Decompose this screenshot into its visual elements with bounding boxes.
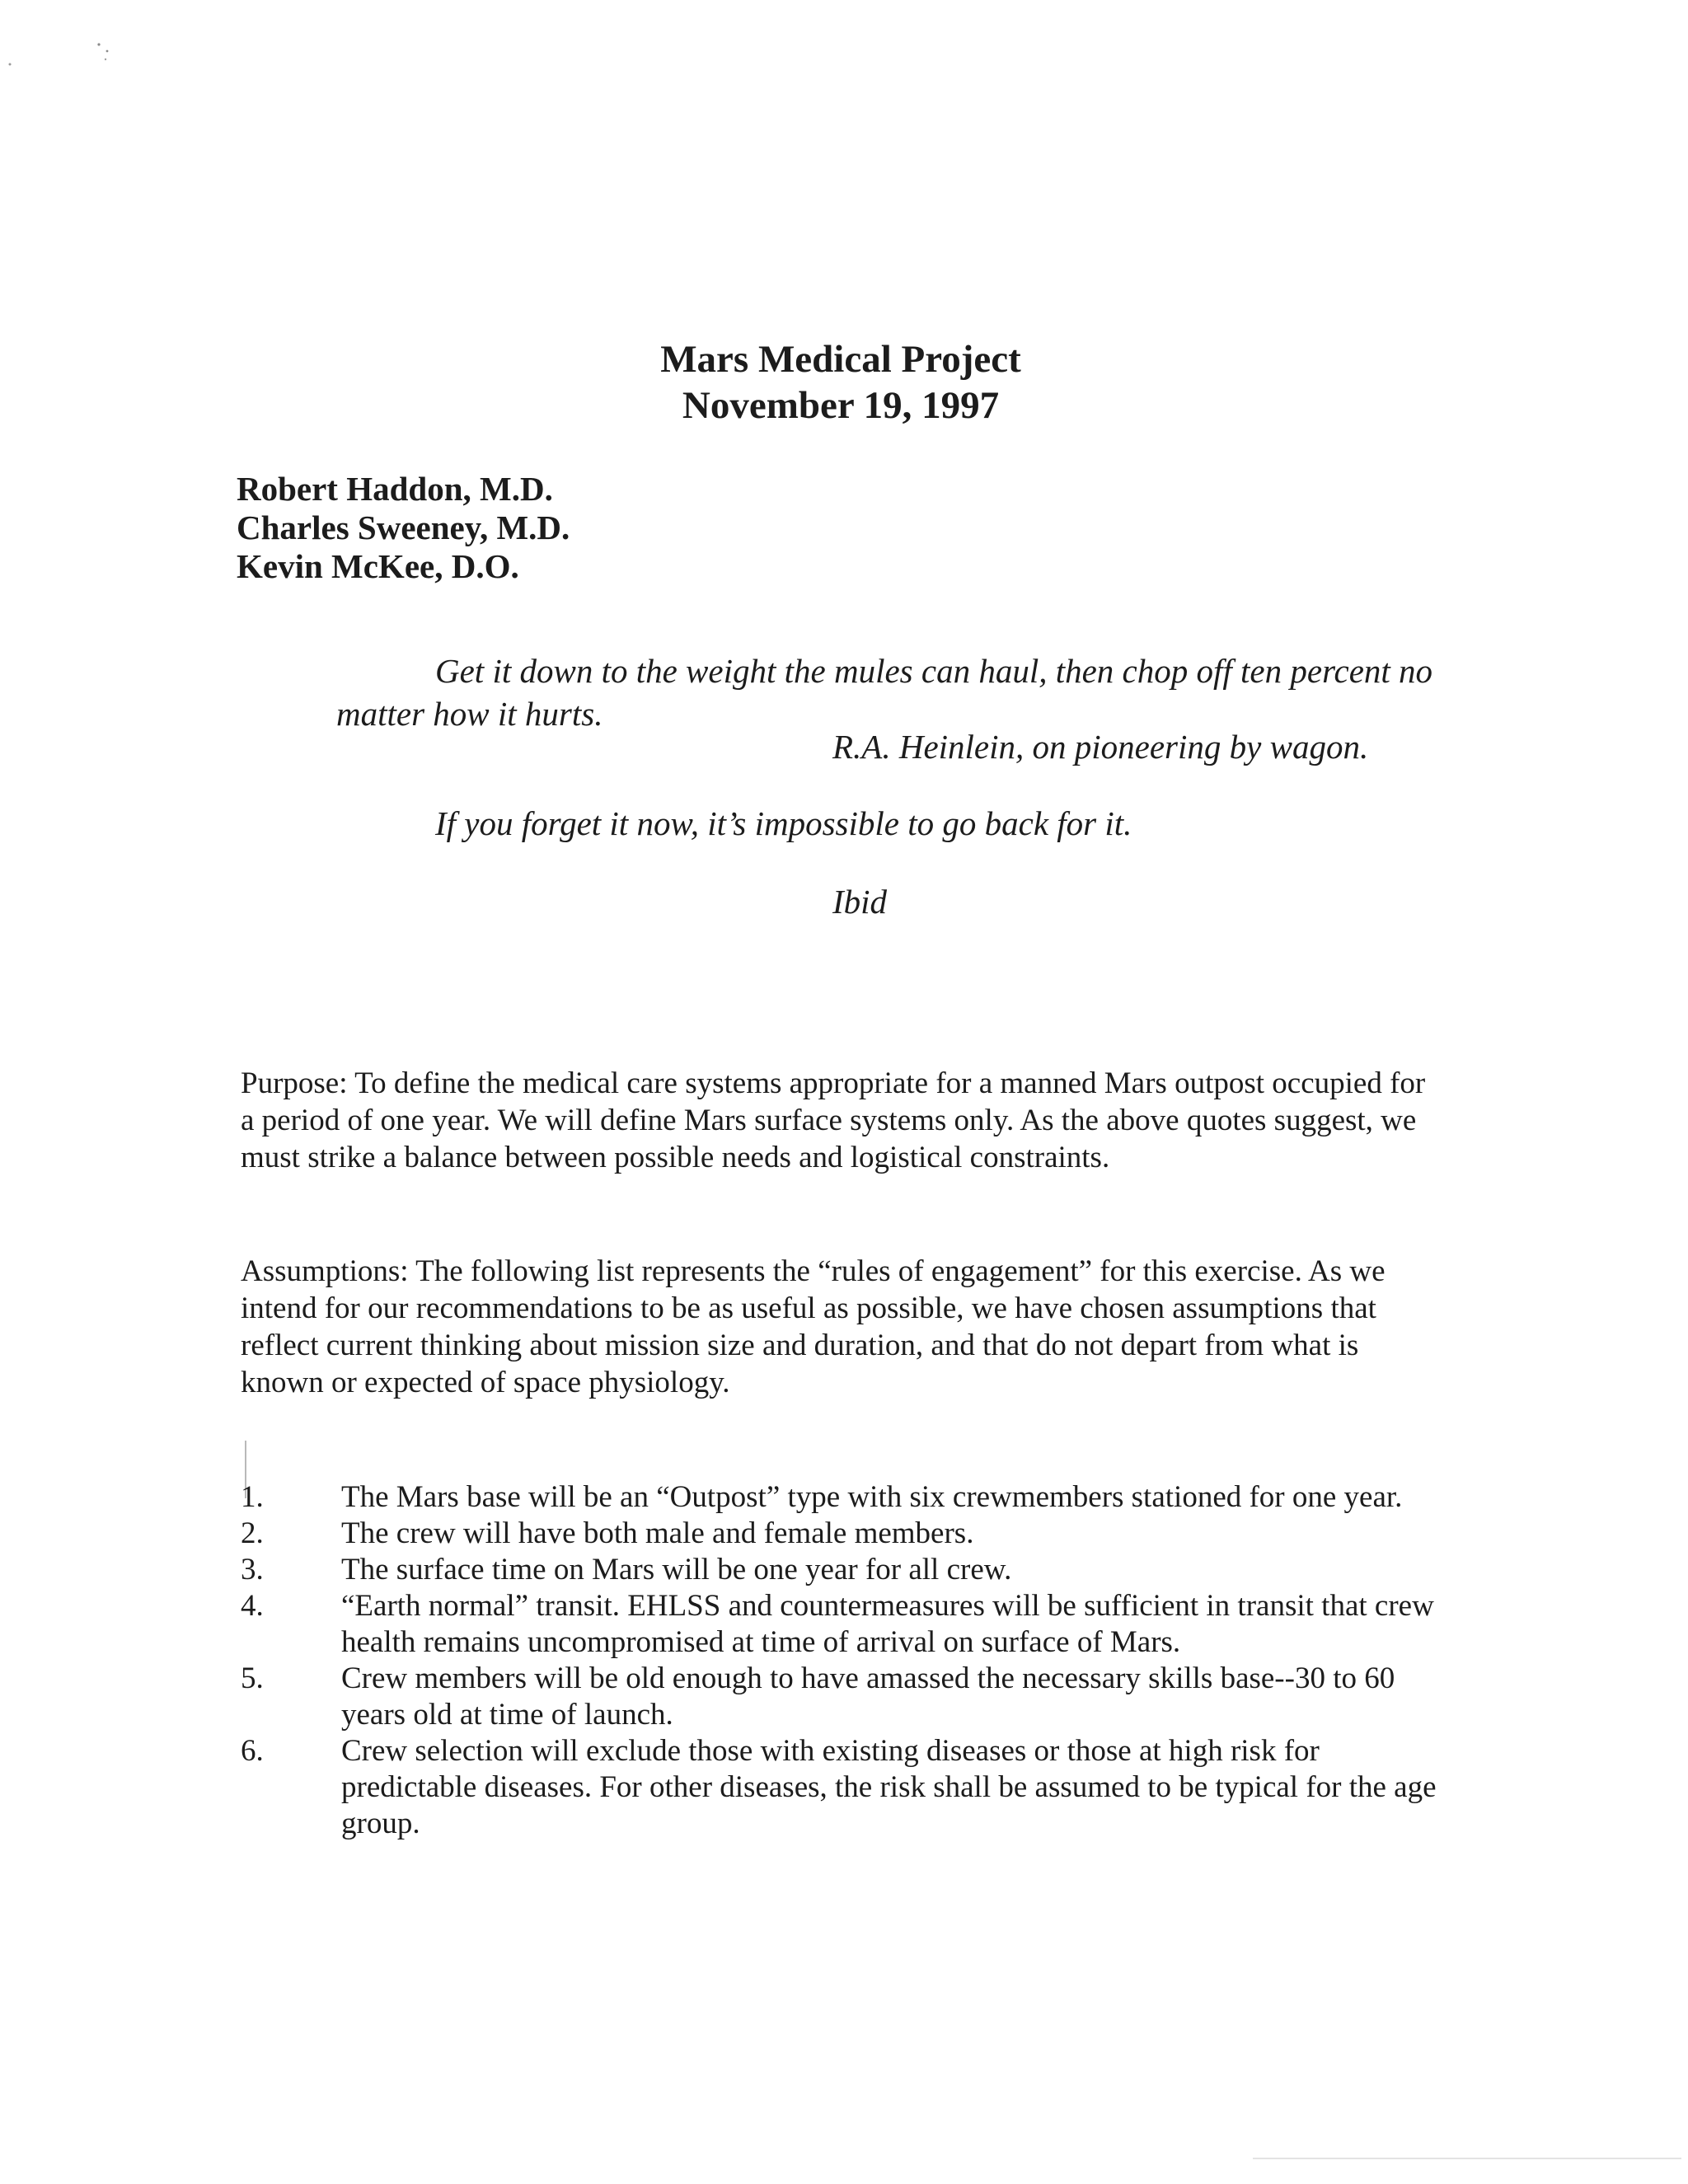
- assumptions-list: [241, 1479, 1452, 1842]
- scan-edge-line: [1253, 2158, 1681, 2159]
- purpose-paragraph: Purpose: To define the medical care systems appropriate for a manned Mars outpost occupied for a period of one year. We will define Mars surface systems only. As the above quotes suggest, we must strike a balance between possible needs and logistical constraints.: [241, 1066, 1426, 1174]
- document-title: Mars Medical Project: [660, 338, 1021, 381]
- list-text: The Mars base will be an “Outpost” type with six crewmembers stationed for one year.: [341, 1480, 1403, 1514]
- title-block: [0, 336, 1688, 429]
- list-number: 2.: [241, 1516, 264, 1550]
- author-name: Kevin McKee, D.O.: [237, 547, 519, 585]
- list-text: Crew selection will exclude those with existing diseases or those at high risk for predictable diseases. For other diseases, the risk shall be assumed to be typical for the age group.: [341, 1734, 1437, 1840]
- list-text: “Earth normal” transit. EHLSS and countermeasures will be sufficient in transit that crew health remains uncompromised at time of arrival on surface of Mars.: [341, 1589, 1434, 1659]
- quote-2-text: If you forget it now, it’s impossible to go back for it.: [435, 804, 1132, 842]
- author-name: Charles Sweeney, M.D.: [237, 509, 570, 546]
- list-number: 3.: [241, 1553, 264, 1586]
- list-number: 5.: [241, 1661, 264, 1695]
- author-name: Robert Haddon, M.D.: [237, 470, 553, 508]
- list-item: [241, 1552, 1452, 1588]
- author-list: [237, 470, 570, 586]
- list-number: 6.: [241, 1734, 264, 1768]
- list-item: [241, 1733, 1452, 1842]
- list-text: The surface time on Mars will be one year for all crew.: [341, 1553, 1012, 1586]
- quote-1-line-1: Get it down to the weight the mules can haul, then chop off ten percent no: [435, 652, 1433, 690]
- quote-1-line-2: matter how it hurts.: [336, 695, 603, 733]
- document-date: November 19, 1997: [682, 384, 1000, 427]
- assumptions-paragraph: Assumptions: The following list represents the “rules of engagement” for this exercise. As we intend for our recommendations to be as useful as possible, we have chosen assumptions that reflect current thinking about mission size and duration, and that do not depart from what is known or expected of space physiology.: [241, 1254, 1386, 1399]
- quote-2-attribution: Ibid: [832, 883, 888, 921]
- list-item: [241, 1479, 1452, 1516]
- list-item: [241, 1661, 1452, 1733]
- quote-1-attribution: R.A. Heinlein, on pioneering by wagon.: [832, 728, 1369, 766]
- list-item: [241, 1588, 1452, 1661]
- list-text: Crew members will be old enough to have amassed the necessary skills base--30 to 60 years old at time of launch.: [341, 1661, 1395, 1732]
- scan-specks: [0, 33, 132, 82]
- list-item: [241, 1516, 1452, 1552]
- list-number: 1.: [241, 1480, 264, 1514]
- list-text: The crew will have both male and female members.: [341, 1516, 974, 1550]
- list-number: 4.: [241, 1589, 264, 1623]
